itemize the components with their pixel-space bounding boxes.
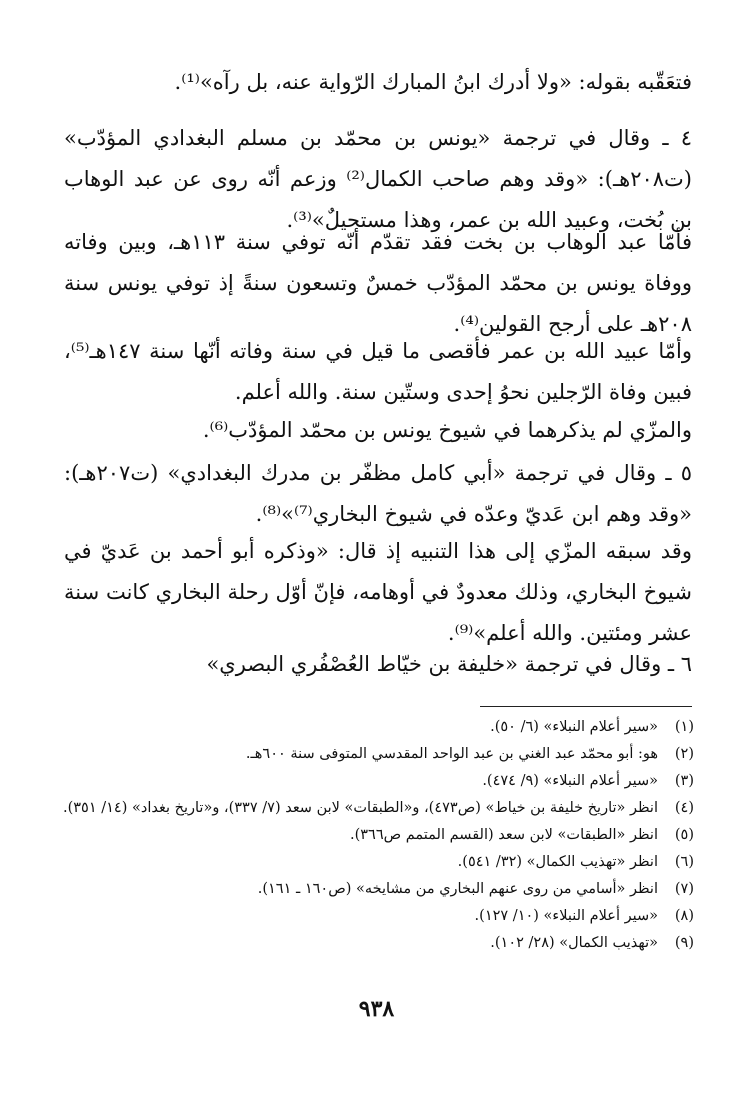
footnote-text: «سير أعلام النبلاء» (١٠/ ١٢٧). xyxy=(474,908,658,924)
footnote-number: (٢) xyxy=(674,746,694,762)
paragraph-4: وأمّا عبيد الله بن عمر فأقصى ما قيل في سنة وفاته أنّها سنة ١٤٧هـ⁽⁵⁾، فبين وفاة الرّجلين نحوُ إحدى وستّين سنة. والله أعلم. xyxy=(64,339,692,404)
footnote-4 xyxy=(58,795,694,822)
footnote-text: انظر «أسامي من روى عنهم البخاري من مشايخه» (ص١٦٠ ـ ١٦١). xyxy=(257,881,658,897)
footnote-3 xyxy=(58,768,694,795)
footnote-divider xyxy=(480,706,692,707)
footnote-6 xyxy=(58,849,694,876)
footnote-text: «سير أعلام النبلاء» (٦/ ٥٠). xyxy=(490,719,658,735)
paragraph-8: ٦ ـ وقال في ترجمة «خليفة بن خيّاط العُصْفُري البصري» xyxy=(206,652,692,676)
footnote-number: (١) xyxy=(674,719,694,735)
paragraph-6: ٥ ـ وقال في ترجمة «أبي كامل مظفّر بن مدرك البغدادي» (ت٢٠٧هـ): «وقد وهم ابن عَديّ وعدّه في شيوخ البخاري⁽⁷⁾»⁽⁸⁾. xyxy=(64,461,692,526)
footnote-text: انظر «الطبقات» لابن سعد (القسم المتمم ص٣٦٦). xyxy=(349,827,658,843)
footnote-number: (٧) xyxy=(674,881,694,897)
footnote-number: (٥) xyxy=(674,827,694,843)
footnote-1 xyxy=(58,714,694,741)
paragraph-5: والمزّي لم يذكرهما في شيوخ يونس بن محمّد المؤدّب⁽⁶⁾. xyxy=(202,418,692,442)
paragraph-1: فتعَقّبه بقوله: «ولا أدرك ابنُ المبارك الرّواية عنه، بل رآه»⁽¹⁾. xyxy=(174,70,692,94)
page-number: ٩٣٨ xyxy=(358,996,395,1022)
footnote-number: (٨) xyxy=(674,908,694,924)
footnote-number: (٤) xyxy=(674,800,694,816)
footnote-5 xyxy=(58,822,694,849)
footnote-8 xyxy=(58,903,694,930)
footnote-text: «سير أعلام النبلاء» (٩/ ٤٧٤). xyxy=(482,773,658,789)
footnote-2 xyxy=(58,741,694,768)
paragraph-2: ٤ ـ وقال في ترجمة «يونس بن محمّد بن مسلم البغدادي المؤدّب» (ت٢٠٨هـ): «وقد وهم صاحب الكمال⁽²⁾ وزعم أنّه روى عن عبد الوهاب بن بُخت، وعبيد الله بن عمر، وهذا مستحيلٌ»⁽³⁾. xyxy=(64,126,692,232)
paragraph-7: وقد سبقه المزّي إلى هذا التنبيه إذ قال: «وذكره أبو أحمد بن عَديّ في شيوخ البخاري، وذلك معدودٌ في أوهامه، فإنّ أوّل رحلة البخاري كانت سنة عشر ومئتين. والله أعلم»⁽⁹⁾. xyxy=(64,539,692,645)
footnote-text: هو: أبو محمّد عبد الغني بن عبد الواحد المقدسي المتوفى سنة ٦٠٠هـ. xyxy=(245,746,658,762)
footnote-number: (٦) xyxy=(674,854,694,870)
footnotes xyxy=(58,714,694,957)
footnote-7 xyxy=(58,876,694,903)
footnote-9 xyxy=(58,930,694,957)
footnote-text: «تهذيب الكمال» (٢٨/ ١٠٢). xyxy=(490,935,658,951)
paragraph-3: فأمّا عبد الوهاب بن بخت فقد تقدّم أنّه توفي سنة ١١٣هـ، وبين وفاته ووفاة يونس بن محمّد المؤدّب خمسٌ وتسعون سنةً إذ توفي يونس سنة ٢٠٨هـ على أرجح القولين⁽⁴⁾. xyxy=(64,230,692,336)
footnote-number: (٩) xyxy=(674,935,694,951)
footnote-number: (٣) xyxy=(674,773,694,789)
footnote-text: انظر «تهذيب الكمال» (٣٢/ ٥٤١). xyxy=(457,854,658,870)
footnote-text: انظر «تاريخ خليفة بن خياط» (ص٤٧٣)، و«الطبقات» لابن سعد (٧/ ٣٣٧)، و«تاريخ بغداد» (١٤/ ٣٥١). xyxy=(62,800,658,816)
